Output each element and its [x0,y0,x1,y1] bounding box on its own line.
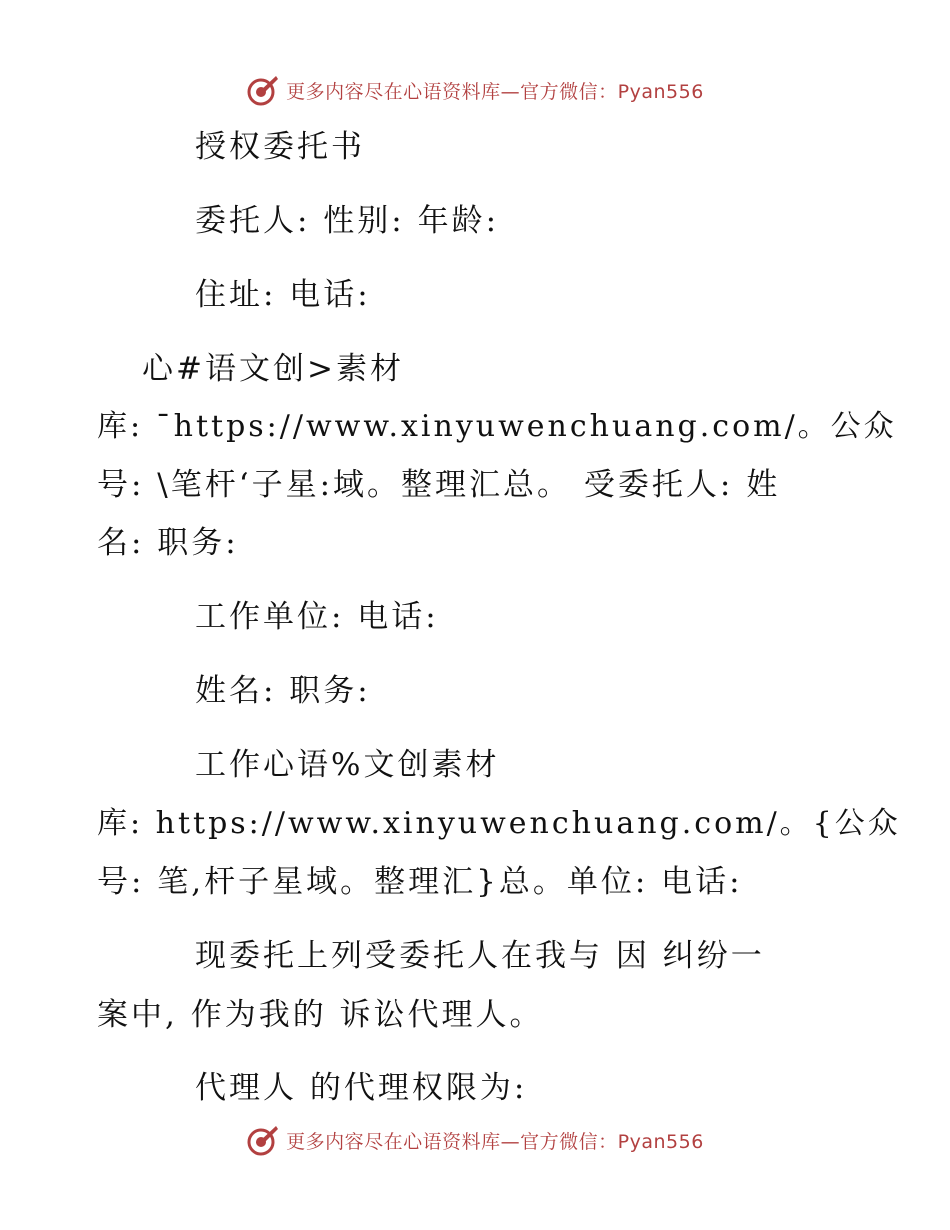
text-line: 号: 笔,杆子星域。整理汇}总。单位: 电话: [97,864,743,900]
quill-seal-logo-icon [246,1123,280,1157]
text-line: 名: 职务: [97,525,239,561]
text-line: 现委托上列受委托人在我与 因 纠纷一 [195,938,765,974]
quill-seal-logo-icon [246,73,280,107]
text-line: 工作单位: 电话: [195,599,439,635]
text-line: 库: ¯https://www.xinyuwenchuang.com/。公众 [97,409,897,444]
text-line: 号: \笔杆‘子星:域。整理汇总。 受委托人: 姓 [97,467,781,503]
text-line: 姓名: 职务: [195,673,371,709]
text-line: 库: https://www.xinyuwenchuang.com/。{公众 [97,806,901,841]
text-line: 委托人: 性别: 年龄: [195,203,500,239]
document-title: 授权委托书 [195,129,365,165]
footer-watermark-banner [0,1120,950,1160]
text-line: 心#语文创>素材 [142,351,404,387]
text-line: 案中, 作为我的 诉讼代理人。 [97,997,544,1033]
header-watermark-banner [0,70,950,110]
text-line: 代理人 的代理权限为: [195,1070,528,1106]
text-line: 工作心语%文创素材 [195,747,500,783]
footer-watermark-text: 更多内容尽在心语资料库—官方微信：Pyan556 [286,1130,704,1153]
text-line: 住址: 电话: [195,277,371,313]
header-watermark-text: 更多内容尽在心语资料库—官方微信：Pyan556 [286,80,704,103]
